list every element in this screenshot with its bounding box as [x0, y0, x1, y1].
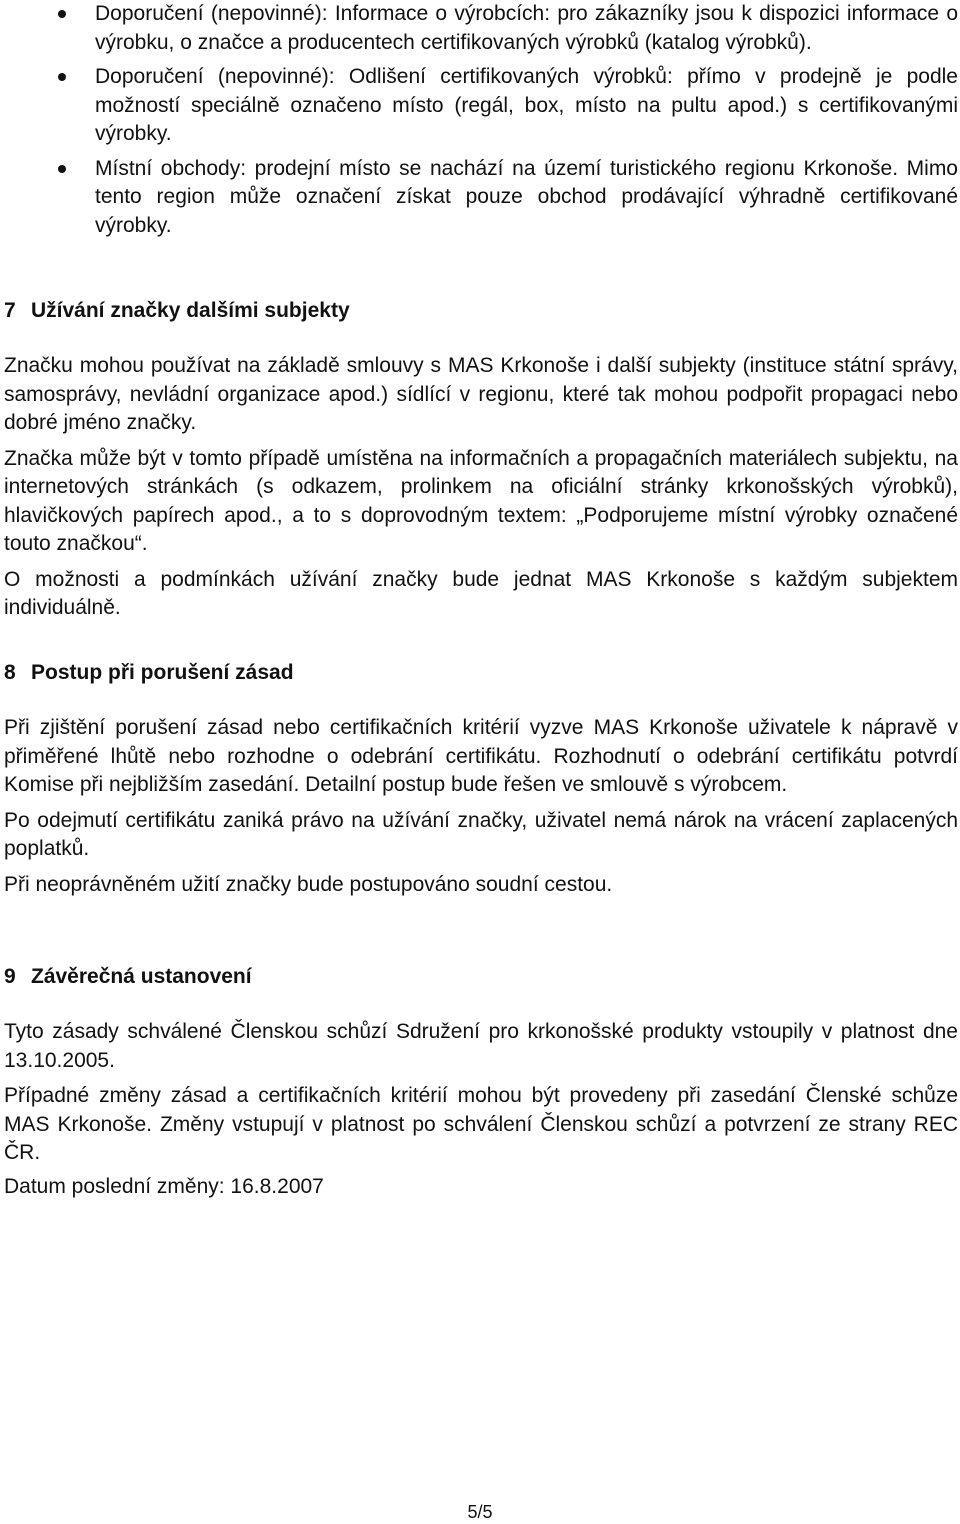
section-9	[4, 963, 958, 1201]
bullet-text: Doporučení (nepovinné): Informace o výrobcích: pro zákazníky jsou k dispozici informace o výrobku, o značce a producentech certifikovaných výrobků (katalog výrobků).	[95, 2, 958, 54]
section-heading	[4, 963, 958, 991]
section-number: 7	[4, 299, 16, 322]
paragraph: Případné změny zásad a certifikačních kritérií mohou být provedeny při zasedání Členské schůze MAS Krkonoše. Změny vstupují v platnost po schválení Členskou schůzí a potvrzení ze strany REC ČR.	[4, 1084, 958, 1164]
page-number: 5/5	[467, 1502, 493, 1522]
section-8	[4, 659, 958, 899]
section-title: Závěrečná ustanovení	[31, 965, 252, 988]
section-title: Postup při porušení zásad	[31, 661, 294, 684]
paragraph: Při zjištění porušení zásad nebo certifikačních kritérií vyzve MAS Krkonoše uživatele k nápravě v přiměřené lhůtě nebo rozhodne o odebrání certifikátu. Rozhodnutí o odebrání certifikátu potvrdí Komise při nejbližším zasedání. Detailní postup bude řešen ve smlouvě s výrobcem.	[4, 716, 958, 796]
paragraph: O možnosti a podmínkách užívání značky bude jednat MAS Krkonoše s každým subjektem individuálně.	[4, 567, 958, 619]
section-7	[4, 297, 958, 623]
section-heading	[4, 297, 958, 325]
list-item	[4, 0, 958, 57]
paragraph: Při neoprávněném užití značky bude postupováno soudní cestou.	[4, 872, 613, 896]
paragraph: Značka může být v tomto případě umístěna na informačních a propagačních materiálech subjektu, na internetových stránkách (s odkazem, prolinkem na oficiální stránky krkonošských výrobků), hlavičkových papírech apod., a to s doprovodným textem: „Podporujeme místní výrobky označené touto značkou“.	[4, 446, 958, 555]
list-item	[4, 63, 958, 149]
section-title: Užívání značky dalšími subjekty	[31, 299, 350, 322]
section-number: 8	[4, 661, 16, 684]
bullet-text: Místní obchody: prodejní místo se nachází na území turistického regionu Krkonoše. Mimo tento region může označení získat pouze obchod prodávající výhradně certifikované výrobky.	[95, 156, 958, 237]
bullet-icon	[58, 165, 66, 173]
list-item	[4, 155, 958, 241]
bullet-list	[4, 0, 958, 240]
bullet-text: Doporučení (nepovinné): Odlišení certifikovaných výrobků: přímo v prodejně je podle možností speciálně označeno místo (regál, box, místo na pultu apod.) s certifikovanými výrobky.	[95, 65, 958, 145]
paragraph: Po odejmutí certifikátu zaniká právo na užívání značky, uživatel nemá nárok na vrácení zaplacených poplatků.	[4, 808, 958, 860]
bullet-icon	[58, 10, 66, 18]
document-page	[4, 0, 958, 1198]
bullet-icon	[58, 73, 66, 81]
section-heading	[4, 659, 958, 687]
last-change-date: Datum poslední změny: 16.8.2007	[4, 1174, 324, 1198]
paragraph: Tyto zásady schválené Členskou schůzí Sdružení pro krkonošské produkty vstoupily v platnost dne 13.10.2005.	[4, 1020, 958, 1072]
section-number: 9	[4, 965, 16, 988]
paragraph: Značku mohou používat na základě smlouvy s MAS Krkonoše i další subjekty (instituce státní správy, samosprávy, nevládní organizace apod.) sídlící v regionu, které tak mohou podpořit propagaci nebo dobré jméno značky.	[4, 354, 958, 434]
